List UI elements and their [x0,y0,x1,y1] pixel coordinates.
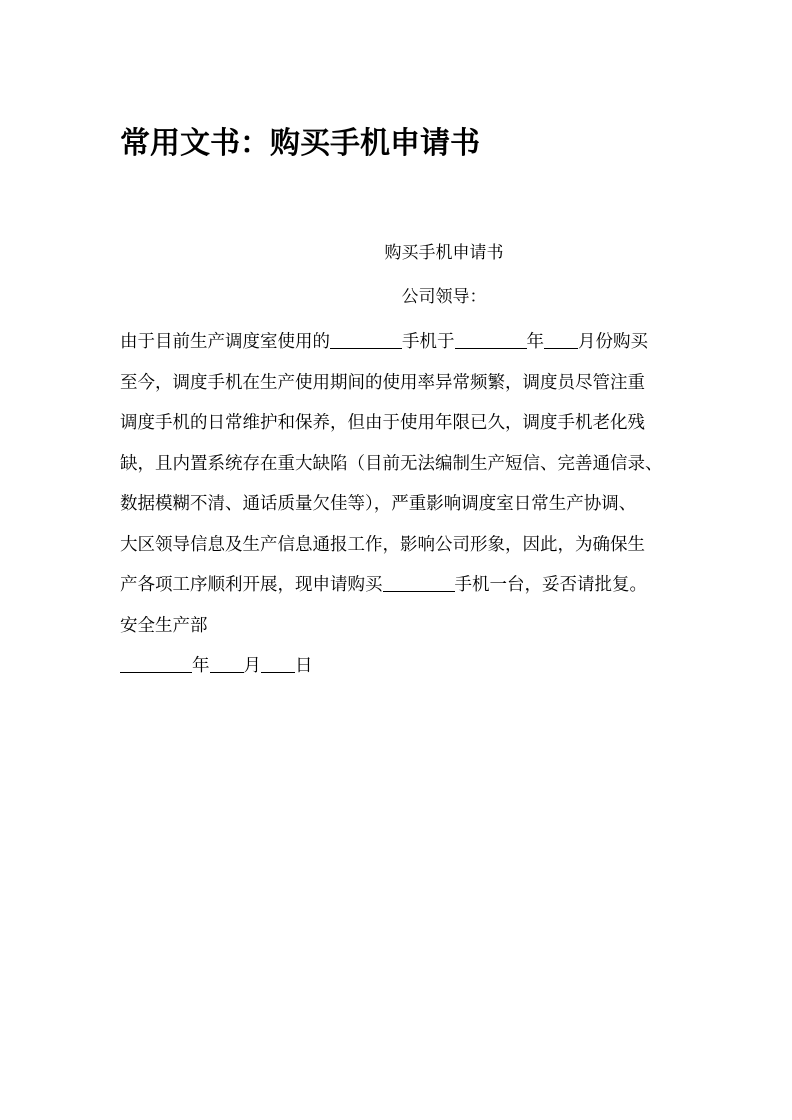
phone-model-blank [330,331,402,349]
body-line-5: 数据模糊不清、通话质量欠佳等），严重影响调度室日常生产协调、 [120,494,637,514]
month-label: 月 [243,656,261,676]
purchase-month-blank [544,331,578,349]
signature-date [120,646,680,687]
body-text [120,322,680,687]
date-day-blank [261,655,295,673]
body-line-2: 至今，调度手机在生产使用期间的使用率异常频繁，调度员尽管注重 [120,372,645,393]
signature-department: 安全生产部 [120,615,208,636]
purchase-year-blank [455,331,527,349]
new-phone-model-blank [383,574,455,592]
year-label: 年 [192,656,210,676]
day-label: 日 [295,656,313,676]
page-title: 常用文书：购买手机申请书 [120,126,480,161]
document-title: 购买手机申请书 [384,243,504,263]
text-segment: 月份购买 [578,332,648,352]
body-line-6: 大区领导信息及生产信息通报工作，影响公司形象，因此，为确保生 [120,534,645,555]
date-year-blank [120,655,192,673]
text-segment: 年 [526,332,544,352]
body-line-7 [120,565,680,606]
text-segment: 手机一台，妥否请批复。 [454,575,647,595]
body-line-1 [120,322,680,363]
body-line-3: 调度手机的日常维护和保养，但由于使用年限已久，调度手机老化残 [120,413,645,433]
salutation: 公司领导： [401,287,487,307]
date-month-blank [210,655,244,673]
text-segment: 手机于 [402,332,455,352]
text-segment: 由于目前生产调度室使用的 [120,332,330,352]
body-line-4: 缺，且内置系统存在重大缺陷（目前无法编制生产短信、完善通信录、 [120,453,663,474]
text-segment: 产各项工序顺利开展，现申请购买 [120,575,383,595]
